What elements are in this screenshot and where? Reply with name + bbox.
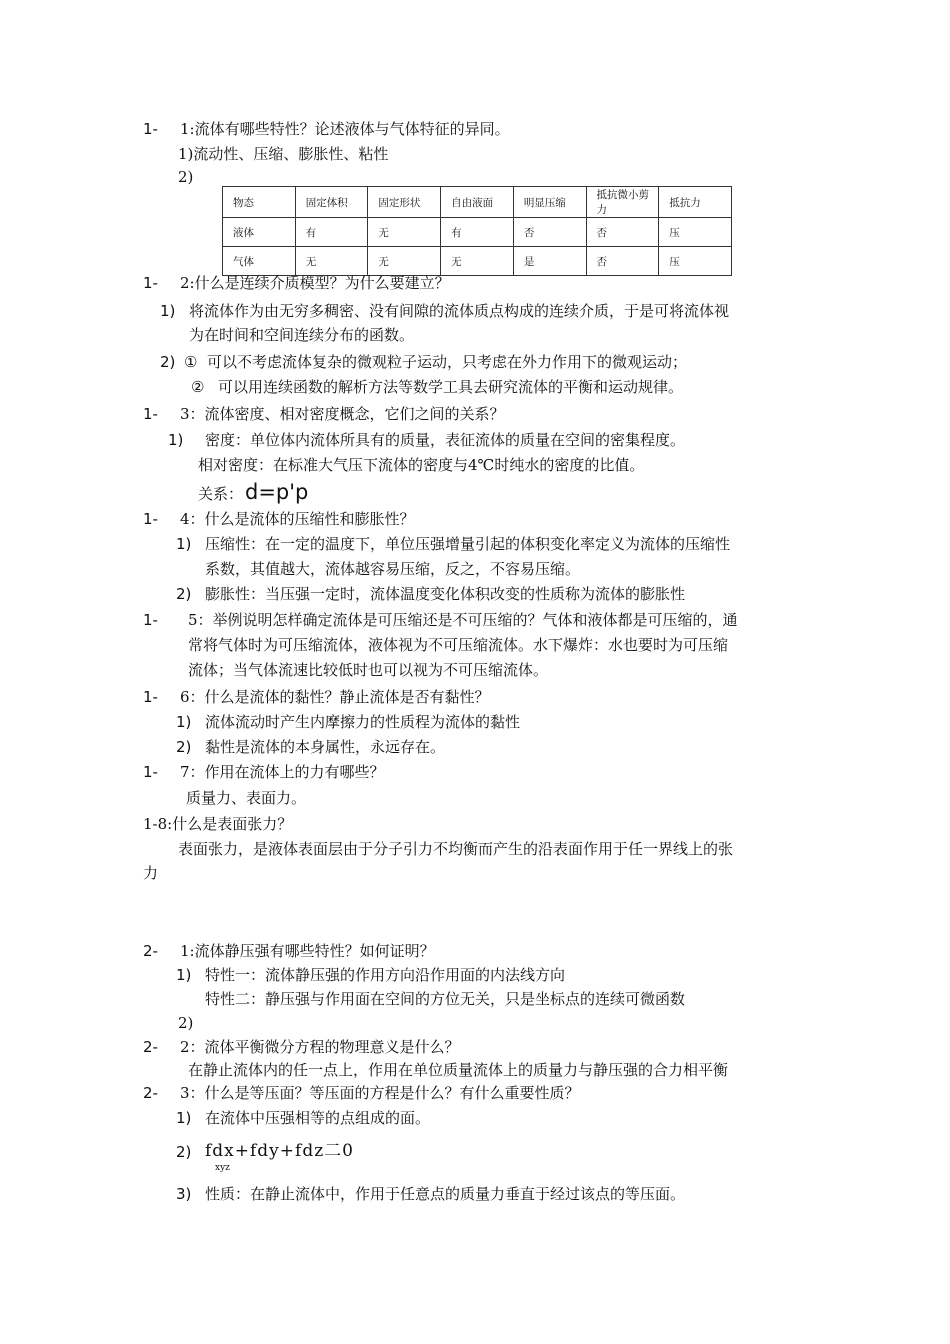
question-number: 2- [143, 942, 158, 960]
question-number: 1- [143, 405, 158, 423]
answer-line: 为在时间和空间连续分布的函数。 [189, 326, 415, 344]
table-cell: 否 [586, 218, 659, 247]
answer-line: 黏性是流体的本身属性，永远存在。 [205, 738, 446, 756]
table-cell: 液体 [223, 218, 296, 247]
answer-line: 1)流动性、压缩、膨胀性、粘性 [178, 145, 389, 163]
question-text: 1-8:什么是表面张力？ [143, 815, 293, 833]
answer-number: 1) [176, 966, 192, 984]
answer-line: 质量力、表面力。 [186, 789, 307, 807]
table-cell: 气体 [223, 247, 296, 276]
relation-label: 关系： [198, 485, 244, 503]
circled-two-marker: ② [191, 378, 205, 396]
question-text: 2:什么是连续介质模型？为什么要建立？ [180, 274, 450, 292]
answer-line: 特性二：静压强与作用面在空间的方位无关，只是坐标点的连续可微函数 [205, 990, 686, 1008]
question-number: 2- [143, 1084, 158, 1102]
table-header-cell: 抵抗力 [659, 187, 732, 218]
question-text: 2：流体平衡微分方程的物理意义是什么？ [180, 1038, 460, 1056]
answer-line: 常将气体时为可压缩流体，液体视为不可压缩流体。水下爆炸：水也要时为可压缩 [188, 636, 729, 654]
question-number: 1- [143, 510, 158, 528]
table-header-cell: 明显压缩 [513, 187, 586, 218]
table-cell: 有 [441, 218, 514, 247]
table-header-cell: 物态 [223, 187, 296, 218]
question-text: 5：举例说明怎样确定流体是可压缩还是不可压缩的？气体和液体都是可压缩的，通 [188, 611, 738, 629]
table-cell: 是 [513, 247, 586, 276]
answer-number: 2) [176, 585, 192, 603]
question-number: 1- [143, 688, 158, 706]
question-text: 7：作用在流体上的力有哪些？ [180, 763, 385, 781]
question-number: 1- [143, 274, 158, 292]
question-number: 1- [143, 763, 158, 781]
answer-line: 2) [178, 1014, 194, 1032]
question-number: 1- [143, 120, 158, 138]
answer-line: 可以用连续函数的解析方法等数学工具去研究流体的平衡和运动规律。 [218, 378, 684, 396]
answer-line: 性质：在静止流体中，作用于任意点的质量力垂直于经过该点的等压面。 [205, 1185, 686, 1203]
answer-number: 2) [160, 353, 176, 371]
answer-line: 力 [143, 864, 159, 882]
question-text: 6：什么是流体的黏性？静止流体是否有黏性？ [180, 688, 490, 706]
table-header-cell: 自由液面 [441, 187, 514, 218]
answer-number: 1) [176, 1109, 192, 1127]
relation-formula: d=p'p [245, 480, 309, 504]
table-header-cell: 固定体积 [295, 187, 368, 218]
answer-line: 密度：单位体内流体所具有的质量，表征流体的质量在空间的密集程度。 [205, 431, 686, 449]
question-text: 3：什么是等压面？等压面的方程是什么？有什么重要性质？ [180, 1084, 580, 1102]
answer-number: 1) [176, 535, 192, 553]
question-text: 3：流体密度、相对密度概念，它们之间的关系？ [180, 405, 505, 423]
question-number: 1- [143, 611, 158, 629]
answer-line: 特性一：流体静压强的作用方向沿作用面的内法线方向 [205, 966, 566, 984]
answer-number: 3) [176, 1185, 192, 1203]
table-cell: 无 [368, 247, 441, 276]
circled-one-marker: ① [184, 353, 198, 371]
answer-line: 压缩性：在一定的温度下，单位压强增量引起的体积变化率定义为流体的压缩性 [205, 535, 731, 553]
table-cell: 压 [659, 247, 732, 276]
equation-subscripts: xyz [215, 1163, 230, 1173]
answer-line: 流体流动时产生内摩擦力的性质程为流体的黏性 [205, 713, 521, 731]
answer-line: 将流体作为由无穷多稠密、没有间隙的流体质点构成的连续介质，于是可将流体视 [189, 302, 730, 320]
answer-line: 流体；当气体流速比较低时也可以视为不可压缩流体。 [188, 661, 549, 679]
answer-number: 1) [168, 431, 184, 449]
answer-number: 2) [176, 1143, 192, 1161]
properties-table [222, 186, 732, 276]
table-cell: 无 [441, 247, 514, 276]
table-cell: 有 [295, 218, 368, 247]
answer-line: 系数，其值越大，流体越容易压缩，反之，不容易压缩。 [205, 560, 581, 578]
question-number: 2- [143, 1038, 158, 1056]
question-text: 1:流体静压强有哪些特性？如何证明？ [180, 942, 435, 960]
table-row [223, 218, 732, 247]
table-cell: 压 [659, 218, 732, 247]
question-text: 1:流体有哪些特性？论述液体与气体特征的异同。 [180, 120, 510, 138]
table-cell: 否 [586, 247, 659, 276]
answer-line: 在静止流体内的任一点上，作用在单位质量流体上的质量力与静压强的合力相平衡 [188, 1061, 729, 1079]
table-cell: 无 [295, 247, 368, 276]
answer-line: 可以不考虑流体复杂的微观粒子运动，只考虑在外力作用下的微观运动； [207, 353, 688, 371]
table-header-cell: 抵抗微小剪力 [586, 187, 659, 218]
table-header-row [223, 187, 732, 218]
answer-line: 在流体中压强相等的点组成的面。 [205, 1109, 431, 1127]
table-cell: 否 [513, 218, 586, 247]
table-header-cell: 固定形状 [368, 187, 441, 218]
equipressure-equation: fdx+fdy+fdz二0 [205, 1141, 354, 1161]
answer-line: 表面张力，是液体表面层由于分子引力不均衡而产生的沿表面作用于任一界线上的张 [178, 840, 734, 858]
answer-line: 2) [178, 168, 194, 186]
table-cell: 无 [368, 218, 441, 247]
answer-number: 1) [160, 302, 176, 320]
answer-line: 相对密度：在标准大气压下流体的密度与4℃时纯水的密度的比值。 [198, 456, 645, 474]
question-text: 4：什么是流体的压缩性和膨胀性？ [180, 510, 415, 528]
answer-line: 膨胀性：当压强一定时，流体温度变化体积改变的性质称为流体的膨胀性 [205, 585, 686, 603]
answer-number: 2) [176, 738, 192, 756]
answer-number: 1) [176, 713, 192, 731]
table-row [223, 247, 732, 276]
